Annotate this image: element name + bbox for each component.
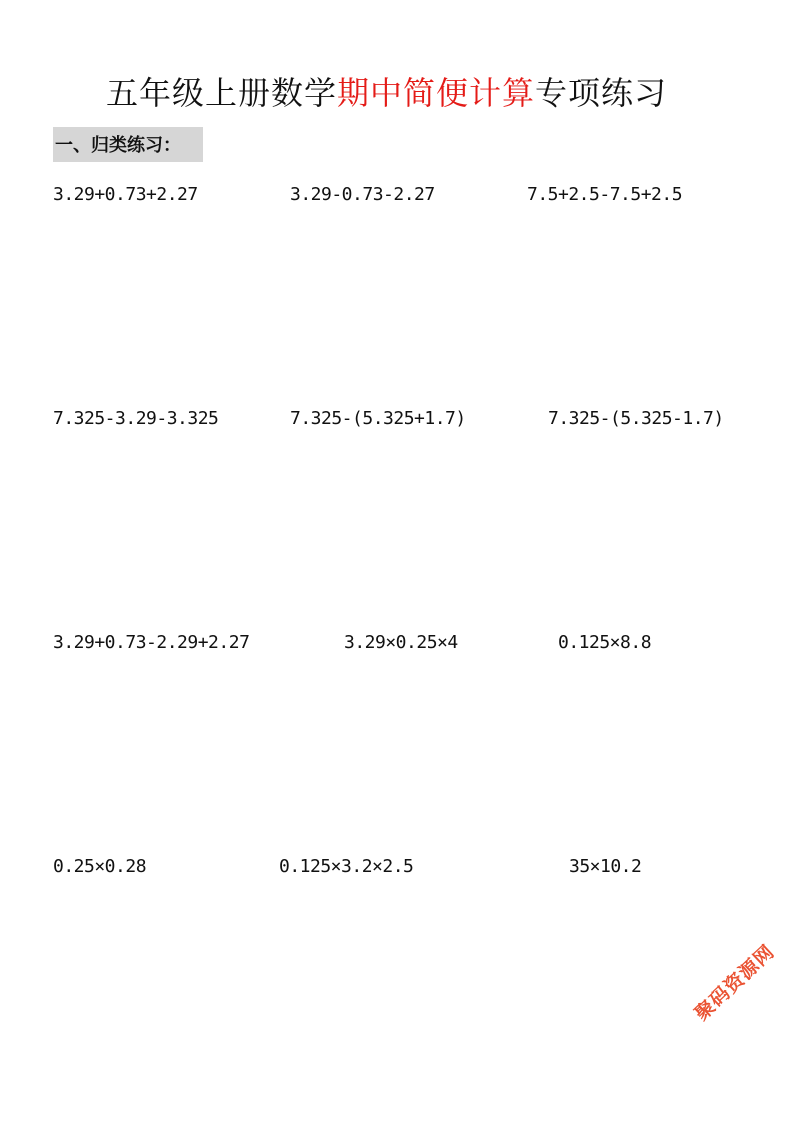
page-title [0, 71, 773, 115]
problem-5: 7.325-(5.325+1.7) [290, 408, 466, 429]
section-label: 一、归类练习： [55, 135, 181, 156]
title-part-1: 五年级上册数学 [105, 74, 337, 113]
problem-10: 0.25×0.28 [53, 856, 147, 877]
problem-11: 0.125×3.2×2.5 [279, 856, 414, 877]
problem-12: 35×10.2 [569, 856, 642, 877]
problem-4: 7.325-3.29-3.325 [53, 408, 219, 429]
title-part-2: 专项练习 [535, 74, 668, 113]
title-highlight: 期中简便计算 [336, 74, 535, 113]
problem-7: 3.29+0.73-2.29+2.27 [53, 632, 250, 653]
problem-9: 0.125×8.8 [558, 632, 652, 653]
section-header [53, 127, 203, 162]
problem-3: 7.5+2.5-7.5+2.5 [527, 184, 683, 205]
problem-2: 3.29-0.73-2.27 [290, 184, 435, 205]
watermark-stamp: 聚码资源网 [690, 940, 779, 1026]
problem-6: 7.325-(5.325-1.7) [548, 408, 724, 429]
problem-8: 3.29×0.25×4 [344, 632, 458, 653]
problem-1: 3.29+0.73+2.27 [53, 184, 198, 205]
